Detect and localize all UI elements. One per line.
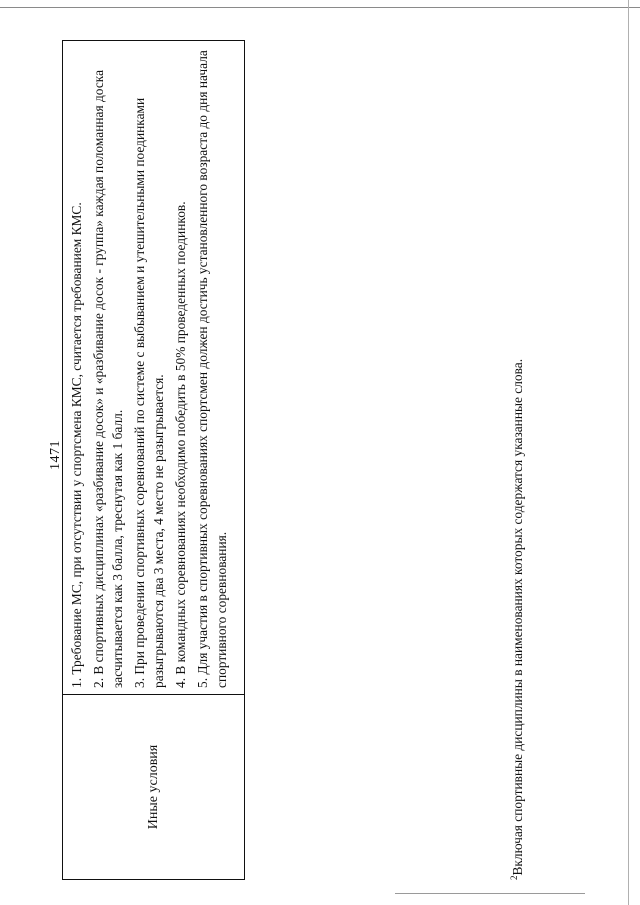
footnote-text: Включая спортивные дисциплины в наименованиях которых содержатся указанные слова. (510, 358, 525, 876)
condition-item-2: 2. В спортивных дисциплинах «разбивание досок» и «разбивание досок - группа» каждая поломанная доска засчитывается как 3 балла, треснутая как 1 балл. (90, 69, 126, 688)
right-rule (628, 0, 629, 905)
table-label: Иные условия (145, 744, 161, 830)
page-number: 1471 (48, 440, 63, 470)
bottom-mark (395, 893, 585, 894)
rotated-page (20, 20, 620, 880)
top-rule (0, 7, 640, 8)
condition-item-4: 4. В командных соревнованиях необходимо победить в 50% проведенных поединков. (172, 201, 188, 688)
conditions-table (62, 40, 245, 880)
footnote (505, 40, 527, 880)
condition-item-5: 5. Для участия в спортивных соревнованиях спортсмен должен достичь установленного возраста до дня начала спортивного соревнования. (194, 50, 230, 688)
table-content-cell (63, 41, 244, 694)
table-label-cell (63, 694, 244, 879)
condition-item-3: 3. При проведении спортивных соревнований по системе с выбыванием и утешительными поединками разыгрываются два 3 места, 4 место не разыгрывается. (131, 97, 167, 688)
footnote-marker: 2 (509, 875, 519, 880)
condition-item-1: 1. Требование МС, при отсутствии у спортсмена КМС, считается требованием КМС. (69, 202, 84, 688)
